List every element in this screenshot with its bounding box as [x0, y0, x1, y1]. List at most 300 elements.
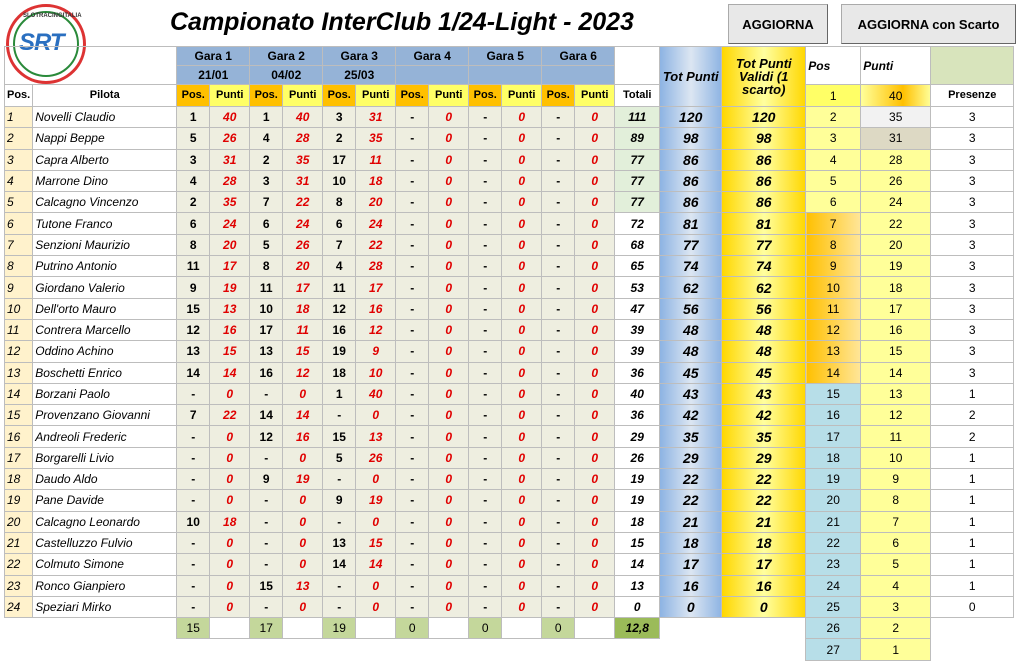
race-position: - — [177, 426, 210, 447]
race-name-2: Gara 2 — [250, 47, 323, 66]
tot-punti-value: 56 — [660, 298, 722, 319]
rank-punti: 10 — [861, 447, 931, 468]
race-position: - — [469, 128, 502, 149]
table-row — [5, 234, 1014, 255]
race-points: 0 — [502, 362, 542, 383]
race-points: 0 — [502, 405, 542, 426]
driver-name: Provenzano Giovanni — [33, 405, 177, 426]
race-points: 0 — [429, 341, 469, 362]
race-position: 12 — [177, 319, 210, 340]
tot-punti-value: 98 — [660, 128, 722, 149]
race-position: 8 — [177, 234, 210, 255]
race-points: 0 — [575, 213, 615, 234]
race-position: - — [396, 596, 429, 617]
rank-punti: 15 — [861, 341, 931, 362]
totali-value: 39 — [615, 341, 660, 362]
race-position: 15 — [323, 426, 356, 447]
race-name-4: Gara 4 — [396, 47, 469, 66]
race-position: - — [177, 596, 210, 617]
totali-value: 65 — [615, 256, 660, 277]
race-points: 0 — [575, 319, 615, 340]
race-points: 0 — [283, 596, 323, 617]
race-points: 0 — [429, 532, 469, 553]
driver-name: Pane Davide — [33, 490, 177, 511]
tot-validi-value: 62 — [722, 277, 806, 298]
race-position: 8 — [323, 192, 356, 213]
presenze-value: 3 — [931, 192, 1014, 213]
race-points: 0 — [210, 383, 250, 404]
race-position: - — [542, 149, 575, 170]
presenze-value: 3 — [931, 128, 1014, 149]
race-count: 17 — [250, 618, 283, 639]
driver-name: Contrera Marcello — [33, 319, 177, 340]
table-row — [5, 405, 1014, 426]
presenze-value: 3 — [931, 319, 1014, 340]
row-position: 15 — [5, 405, 33, 426]
race-punti-header: Punti — [429, 85, 469, 107]
rank-punti: 12 — [861, 405, 931, 426]
driver-name: Novelli Claudio — [33, 107, 177, 128]
rank-punti: 8 — [861, 490, 931, 511]
race-date-6 — [542, 66, 615, 85]
race-position: - — [542, 107, 575, 128]
race-position: - — [542, 596, 575, 617]
race-points: 0 — [210, 490, 250, 511]
race-points: 0 — [429, 405, 469, 426]
row-position: 20 — [5, 511, 33, 532]
race-points: 0 — [575, 234, 615, 255]
row-position: 4 — [5, 170, 33, 191]
tot-validi-value: 81 — [722, 213, 806, 234]
tot-punti-header: Tot Punti — [660, 47, 722, 107]
rank-pos: 8 — [806, 234, 861, 255]
race-points: 11 — [283, 319, 323, 340]
totali-value: 111 — [615, 107, 660, 128]
presenze-value: 1 — [931, 490, 1014, 511]
race-points: 0 — [356, 596, 396, 617]
blank-cell — [615, 47, 660, 85]
tot-punti-value: 62 — [660, 277, 722, 298]
rank-top-punti: 40 — [861, 85, 931, 107]
race-count: 0 — [542, 618, 575, 639]
race-pos-header: Pos. — [250, 85, 283, 107]
race-points: 0 — [356, 469, 396, 490]
race-points: 24 — [356, 213, 396, 234]
race-position: - — [542, 319, 575, 340]
race-points: 12 — [356, 319, 396, 340]
rank-punti: 18 — [861, 277, 931, 298]
driver-name: Marrone Dino — [33, 170, 177, 191]
race-position: - — [469, 405, 502, 426]
rank-punti: 3 — [861, 596, 931, 617]
rank-punti: 5 — [861, 554, 931, 575]
race-points: 0 — [210, 554, 250, 575]
rank-pos: 12 — [806, 319, 861, 340]
race-position: - — [323, 405, 356, 426]
rank-punti: 24 — [861, 192, 931, 213]
presenze-value: 2 — [931, 405, 1014, 426]
race-position: 2 — [177, 192, 210, 213]
race-points: 0 — [429, 447, 469, 468]
race-name-1: Gara 1 — [177, 47, 250, 66]
race-points: 0 — [429, 256, 469, 277]
race-position: - — [469, 426, 502, 447]
race-position: 12 — [323, 298, 356, 319]
race-position: - — [542, 341, 575, 362]
rank-top-pos: 1 — [806, 85, 861, 107]
race-position: - — [396, 298, 429, 319]
totali-value: 77 — [615, 192, 660, 213]
race-points: 26 — [283, 234, 323, 255]
rank-pos: 3 — [806, 128, 861, 149]
race-position: - — [396, 192, 429, 213]
rank-punti: 1 — [861, 639, 931, 660]
race-points: 0 — [502, 107, 542, 128]
driver-name: Andreoli Frederic — [33, 426, 177, 447]
race-points: 0 — [502, 170, 542, 191]
race-points: 13 — [210, 298, 250, 319]
race-position: 10 — [177, 511, 210, 532]
race-position: - — [542, 405, 575, 426]
rank-pos: 9 — [806, 256, 861, 277]
blank-cell — [356, 618, 396, 639]
row-position: 3 — [5, 149, 33, 170]
race-points: 0 — [429, 469, 469, 490]
row-position: 2 — [5, 128, 33, 149]
presenze-value: 1 — [931, 575, 1014, 596]
blank-cell — [502, 618, 542, 639]
rank-pos: 5 — [806, 170, 861, 191]
table-row — [5, 170, 1014, 191]
race-position: 17 — [250, 319, 283, 340]
race-points: 11 — [356, 149, 396, 170]
race-points: 22 — [283, 192, 323, 213]
race-position: 13 — [323, 532, 356, 553]
race-points: 0 — [429, 149, 469, 170]
race-position: - — [396, 426, 429, 447]
rank-punti: 7 — [861, 511, 931, 532]
race-points: 22 — [210, 405, 250, 426]
race-position: - — [323, 469, 356, 490]
race-points: 35 — [210, 192, 250, 213]
race-points: 0 — [356, 575, 396, 596]
row-position: 14 — [5, 383, 33, 404]
tot-punti-value: 17 — [660, 554, 722, 575]
row-position: 12 — [5, 341, 33, 362]
race-position: - — [177, 554, 210, 575]
race-position: - — [396, 554, 429, 575]
tot-validi-value: 98 — [722, 128, 806, 149]
totali-value: 19 — [615, 490, 660, 511]
tot-validi-value: 21 — [722, 511, 806, 532]
presenze-value: 3 — [931, 362, 1014, 383]
rank-pos: 14 — [806, 362, 861, 383]
race-position: - — [323, 596, 356, 617]
blank-cell — [575, 618, 615, 639]
race-points: 0 — [429, 170, 469, 191]
race-points: 0 — [575, 256, 615, 277]
tot-validi-value: 35 — [722, 426, 806, 447]
race-position: - — [469, 490, 502, 511]
race-position: 16 — [250, 362, 283, 383]
race-points: 0 — [575, 447, 615, 468]
tot-punti-value: 48 — [660, 341, 722, 362]
presenze-value: 3 — [931, 107, 1014, 128]
race-position: 1 — [250, 107, 283, 128]
row-position: 7 — [5, 234, 33, 255]
race-points: 0 — [502, 554, 542, 575]
presenze-value: 3 — [931, 256, 1014, 277]
race-position: - — [469, 511, 502, 532]
tot-validi-value: 22 — [722, 490, 806, 511]
race-position: - — [542, 234, 575, 255]
race-position: 7 — [250, 192, 283, 213]
tot-validi-value: 29 — [722, 447, 806, 468]
table-row — [5, 128, 1014, 149]
table-row — [5, 341, 1014, 362]
rank-pos: 27 — [806, 639, 861, 660]
race-position: 12 — [250, 426, 283, 447]
race-punti-header: Punti — [502, 85, 542, 107]
rank-punti: 16 — [861, 319, 931, 340]
race-position: - — [396, 170, 429, 191]
race-position: 13 — [177, 341, 210, 362]
driver-name: Calcagno Vincenzo — [33, 192, 177, 213]
rank-pos: 24 — [806, 575, 861, 596]
race-points: 0 — [575, 107, 615, 128]
rank-punti: 13 — [861, 383, 931, 404]
driver-name: Borgarelli Livio — [33, 447, 177, 468]
race-points: 24 — [283, 213, 323, 234]
row-position: 22 — [5, 554, 33, 575]
row-position: 13 — [5, 362, 33, 383]
race-position: - — [396, 447, 429, 468]
rank-punti: 35 — [861, 107, 931, 128]
race-position: 17 — [323, 149, 356, 170]
race-points: 0 — [575, 490, 615, 511]
row-position: 21 — [5, 532, 33, 553]
race-position: - — [396, 341, 429, 362]
presenze-value: 1 — [931, 554, 1014, 575]
race-count: 0 — [396, 618, 429, 639]
race-points: 19 — [210, 277, 250, 298]
race-date-3: 25/03 — [323, 66, 396, 85]
race-position: - — [469, 107, 502, 128]
driver-name: Boschetti Enrico — [33, 362, 177, 383]
race-points: 28 — [210, 170, 250, 191]
driver-name: Capra Alberto — [33, 149, 177, 170]
race-points: 0 — [283, 554, 323, 575]
race-name-5: Gara 5 — [469, 47, 542, 66]
race-position: - — [396, 234, 429, 255]
race-points: 0 — [429, 596, 469, 617]
race-position: 9 — [250, 469, 283, 490]
presenze-value: 3 — [931, 170, 1014, 191]
race-position: 6 — [177, 213, 210, 234]
race-points: 0 — [575, 383, 615, 404]
tot-validi-value: 120 — [722, 107, 806, 128]
race-position: - — [396, 532, 429, 553]
race-position: - — [469, 192, 502, 213]
race-points: 22 — [356, 234, 396, 255]
table-row — [5, 319, 1014, 340]
race-position: - — [542, 511, 575, 532]
race-position: - — [396, 256, 429, 277]
race-position: - — [469, 596, 502, 617]
row-position: 5 — [5, 192, 33, 213]
race-points: 0 — [502, 469, 542, 490]
rank-pos: 19 — [806, 469, 861, 490]
race-position: - — [177, 447, 210, 468]
driver-name: Castelluzzo Fulvio — [33, 532, 177, 553]
rank-punti-header: Punti — [861, 47, 931, 85]
totali-value: 15 — [615, 532, 660, 553]
race-position: - — [469, 234, 502, 255]
rank-pos: 22 — [806, 532, 861, 553]
race-points: 0 — [575, 341, 615, 362]
race-points: 15 — [210, 341, 250, 362]
page-title: Campionato InterClub 1/24-Light - 2023 — [170, 8, 634, 36]
race-name-3: Gara 3 — [323, 47, 396, 66]
race-position: - — [542, 170, 575, 191]
driver-name: Tutone Franco — [33, 213, 177, 234]
table-row — [5, 383, 1014, 404]
rank-pos: 7 — [806, 213, 861, 234]
race-position: - — [177, 532, 210, 553]
race-points: 14 — [283, 405, 323, 426]
race-position: 18 — [323, 362, 356, 383]
totali-value: 13 — [615, 575, 660, 596]
rank-punti: 19 — [861, 256, 931, 277]
race-points: 0 — [575, 149, 615, 170]
presenze-value: 3 — [931, 298, 1014, 319]
race-points: 40 — [283, 107, 323, 128]
rank-pos: 10 — [806, 277, 861, 298]
race-points: 20 — [356, 192, 396, 213]
totali-value: 14 — [615, 554, 660, 575]
table-row — [5, 277, 1014, 298]
rank-punti: 6 — [861, 532, 931, 553]
table-row — [5, 490, 1014, 511]
race-position: 2 — [250, 149, 283, 170]
table-row — [5, 575, 1014, 596]
race-points: 0 — [502, 426, 542, 447]
rank-pos: 20 — [806, 490, 861, 511]
race-points: 0 — [210, 596, 250, 617]
race-points: 17 — [356, 277, 396, 298]
race-position: - — [469, 383, 502, 404]
race-position: 14 — [177, 362, 210, 383]
totali-value: 47 — [615, 298, 660, 319]
tot-punti-value: 120 — [660, 107, 722, 128]
race-points: 0 — [429, 234, 469, 255]
totali-value: 68 — [615, 234, 660, 255]
race-position: 10 — [250, 298, 283, 319]
race-punti-header: Punti — [356, 85, 396, 107]
rank-pos: 25 — [806, 596, 861, 617]
tot-validi-value: 86 — [722, 192, 806, 213]
race-points: 0 — [429, 107, 469, 128]
rank-pos: 6 — [806, 192, 861, 213]
tot-validi-value: 43 — [722, 383, 806, 404]
row-position: 23 — [5, 575, 33, 596]
race-points: 18 — [356, 170, 396, 191]
race-points: 0 — [502, 277, 542, 298]
presenze-value: 0 — [931, 596, 1014, 617]
race-points: 0 — [356, 405, 396, 426]
rank-pos-header: Pos — [806, 47, 861, 85]
race-position: - — [542, 383, 575, 404]
totali-value: 72 — [615, 213, 660, 234]
race-points: 40 — [210, 107, 250, 128]
race-points: 35 — [356, 128, 396, 149]
race-points: 18 — [283, 298, 323, 319]
driver-name: Colmuto Simone — [33, 554, 177, 575]
blank-cell — [5, 47, 177, 85]
update-with-discard-button[interactable]: AGGIORNA con Scarto — [841, 4, 1016, 44]
row-position: 16 — [5, 426, 33, 447]
race-position: - — [250, 490, 283, 511]
race-points: 0 — [502, 234, 542, 255]
race-position: - — [323, 511, 356, 532]
race-points: 0 — [356, 511, 396, 532]
race-points: 0 — [502, 149, 542, 170]
race-position: 14 — [250, 405, 283, 426]
race-name-6: Gara 6 — [542, 47, 615, 66]
race-count: 19 — [323, 618, 356, 639]
race-points: 26 — [356, 447, 396, 468]
race-points: 9 — [356, 341, 396, 362]
race-points: 0 — [210, 532, 250, 553]
tot-validi-value: 17 — [722, 554, 806, 575]
race-points: 31 — [356, 107, 396, 128]
blank-cell — [5, 639, 806, 660]
race-date-2: 04/02 — [250, 66, 323, 85]
race-position: - — [542, 362, 575, 383]
totali-value: 29 — [615, 426, 660, 447]
race-position: - — [177, 575, 210, 596]
totali-header: Totali — [615, 85, 660, 107]
race-position: 16 — [323, 319, 356, 340]
race-position: 6 — [250, 213, 283, 234]
race-position: - — [250, 554, 283, 575]
driver-name: Giordano Valerio — [33, 277, 177, 298]
race-points: 26 — [210, 128, 250, 149]
tot-punti-value: 86 — [660, 170, 722, 191]
race-points: 19 — [356, 490, 396, 511]
race-position: - — [469, 554, 502, 575]
race-position: 11 — [323, 277, 356, 298]
tot-validi-value: 56 — [722, 298, 806, 319]
race-punti-header: Punti — [210, 85, 250, 107]
tot-punti-value: 18 — [660, 532, 722, 553]
table-row — [5, 596, 1014, 617]
race-position: - — [396, 405, 429, 426]
totali-value: 36 — [615, 362, 660, 383]
race-position: 13 — [250, 341, 283, 362]
update-button[interactable]: AGGIORNA — [728, 4, 828, 44]
totali-value: 26 — [615, 447, 660, 468]
totali-value: 77 — [615, 170, 660, 191]
race-position: 3 — [177, 149, 210, 170]
tot-validi-value: 77 — [722, 234, 806, 255]
rank-pos: 15 — [806, 383, 861, 404]
race-points: 0 — [575, 511, 615, 532]
race-position: - — [469, 298, 502, 319]
presenze-value: 3 — [931, 341, 1014, 362]
table-row — [5, 298, 1014, 319]
race-count: 15 — [177, 618, 210, 639]
